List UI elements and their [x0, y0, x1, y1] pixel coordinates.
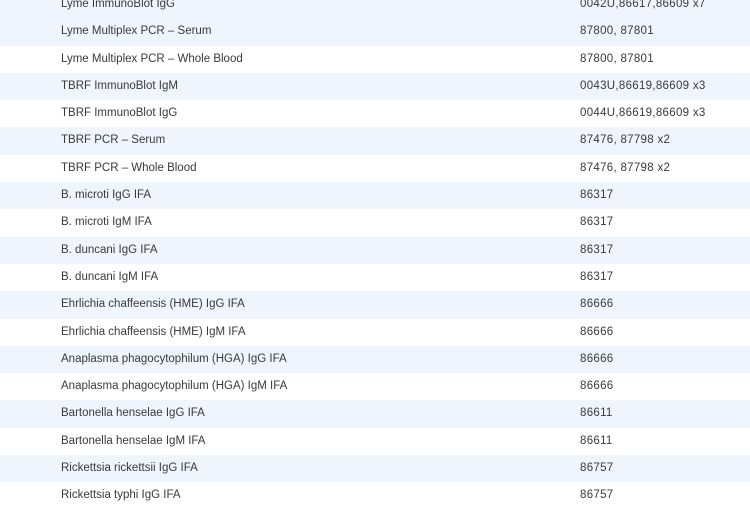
table-row: [0, 346, 750, 373]
table-row: [0, 237, 750, 264]
test-name: TBRF ImmunoBlot IgG: [61, 107, 178, 120]
test-name: Anaplasma phagocytophilum (HGA) IgG IFA: [61, 352, 287, 365]
test-name: Bartonella henselae IgG IFA: [61, 407, 205, 420]
table-row: [0, 73, 750, 100]
test-name: B. microti IgM IFA: [61, 216, 152, 229]
cpt-code: 86666: [580, 298, 614, 311]
test-name: TBRF PCR – Whole Blood: [61, 161, 197, 174]
cpt-code: 86611: [580, 407, 613, 420]
cpt-code: 86317: [580, 189, 614, 202]
table-row: [0, 182, 750, 209]
cpt-code: 87476, 87798 x2: [580, 161, 671, 174]
cpt-code: 86317: [580, 216, 614, 229]
table-row: [0, 291, 750, 318]
cpt-code: 0043U,86619,86609 x3: [580, 79, 706, 92]
cpt-code: 86757: [580, 462, 614, 475]
cpt-code: 86317: [580, 243, 614, 256]
table-row: [0, 482, 750, 509]
table-row: [0, 373, 750, 400]
cpt-code: 86757: [580, 489, 614, 502]
cpt-code: 87800, 87801: [580, 52, 654, 65]
table-row: [0, 100, 750, 127]
test-name: B. duncani IgG IFA: [61, 243, 158, 256]
test-name: B. microti IgG IFA: [61, 189, 152, 202]
cpt-code: 0044U,86619,86609 x3: [580, 107, 706, 120]
cpt-code: 86611: [580, 434, 613, 447]
table-row: [0, 428, 750, 455]
test-name: Ehrlichia chaffeensis (HME) IgG IFA: [61, 298, 245, 311]
table-row: [0, 0, 750, 18]
test-name: Bartonella henselae IgM IFA: [61, 434, 206, 447]
table-row: [0, 209, 750, 236]
cpt-code: 86317: [580, 270, 614, 283]
table-row: [0, 400, 750, 427]
cpt-code: 86666: [580, 380, 614, 393]
test-name: TBRF ImmunoBlot IgM: [61, 79, 178, 92]
test-name: Lyme ImmunoBlot IgG: [61, 0, 175, 10]
test-name: Rickettsia typhi IgG IFA: [61, 489, 181, 502]
test-name: B. duncani IgM IFA: [61, 270, 159, 283]
table-row: [0, 319, 750, 346]
cpt-code: 86666: [580, 352, 614, 365]
cpt-code: 87800, 87801: [580, 25, 654, 38]
table-row: [0, 264, 750, 291]
table-row: [0, 46, 750, 73]
table-row: [0, 127, 750, 154]
table-row: [0, 455, 750, 482]
test-name: Lyme Multiplex PCR – Serum: [61, 25, 212, 38]
test-name: TBRF PCR – Serum: [61, 134, 166, 147]
test-name: Rickettsia rickettsii IgG IFA: [61, 462, 198, 475]
table-row: [0, 18, 750, 45]
table-row: [0, 155, 750, 182]
test-name: Ehrlichia chaffeensis (HME) IgM IFA: [61, 325, 246, 338]
cpt-code: 87476, 87798 x2: [580, 134, 671, 147]
test-name: Anaplasma phagocytophilum (HGA) IgM IFA: [61, 380, 288, 393]
cpt-code: 0042U,86617,86609 x7: [580, 0, 706, 10]
cpt-code: 86666: [580, 325, 614, 338]
test-name: Lyme Multiplex PCR – Whole Blood: [61, 52, 243, 65]
